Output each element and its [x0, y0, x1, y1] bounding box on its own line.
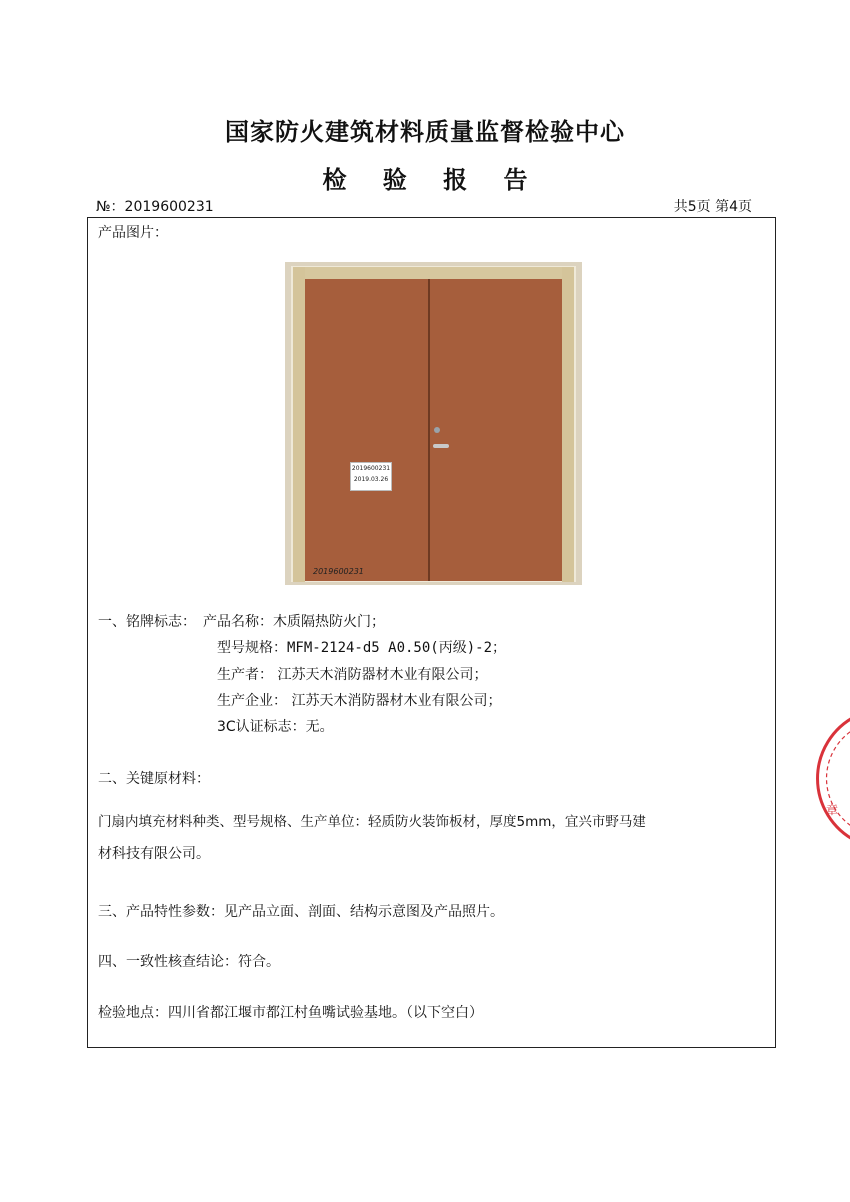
door-leaf-left — [305, 279, 428, 581]
handwritten-number: 2019600231 — [313, 567, 364, 576]
card-number: 2019600231 — [351, 465, 391, 472]
key-materials-line1: 门扇内填充材料种类、型号规格、生产单位：轻质防火装饰板材，厚度5mm，宜兴市野马建 — [98, 814, 646, 830]
key-materials-line2: 材科技有限公司。 — [98, 846, 210, 862]
official-seal-stamp — [798, 706, 850, 846]
lock-cylinder-icon — [434, 427, 440, 433]
svg-text:章: 章 — [826, 803, 839, 817]
page-count: 共5页 第4页 — [673, 199, 752, 215]
photo-label: 产品图片： — [98, 225, 168, 241]
characteristics: 三、产品特性参数：见产品立面、剖面、结构示意图及产品照片。 — [98, 904, 504, 920]
nameplate-heading: 一、铭牌标志： — [98, 614, 196, 630]
producer: 生产者： 江苏天木消防器材木业有限公司； — [217, 667, 488, 683]
key-materials-heading: 二、关键原材料： — [98, 771, 210, 787]
product-photo — [285, 262, 582, 585]
model-value: MFM-2124-d5 A0.50(丙级)-2； — [287, 640, 507, 656]
production-enterprise: 生产企业： 江苏天木消防器材木业有限公司； — [217, 693, 502, 709]
report-number: №：2019600231 — [96, 199, 214, 215]
test-location: 检验地点：四川省都江堰市都江村鱼嘴试验基地。（以下空白） — [98, 1005, 483, 1021]
conclusion: 四、一致性核查结论：符合。 — [98, 954, 280, 970]
report-title: 检 验 报 告 — [322, 166, 542, 194]
card-date: 2019.03.26 — [353, 476, 389, 483]
door-handle-icon — [433, 444, 449, 448]
org-title: 国家防火建筑材料质量监督检验中心 — [225, 118, 625, 146]
model-spec — [217, 637, 506, 657]
report-content-box — [87, 217, 776, 1048]
model-label: 型号规格： — [217, 640, 287, 656]
sample-label-card — [350, 462, 392, 491]
3c-cert: 3C认证标志：无。 — [217, 719, 334, 735]
product-name: 产品名称：木质隔热防火门； — [203, 614, 385, 630]
door-leaf-right — [430, 279, 562, 581]
door-gap — [428, 279, 430, 581]
